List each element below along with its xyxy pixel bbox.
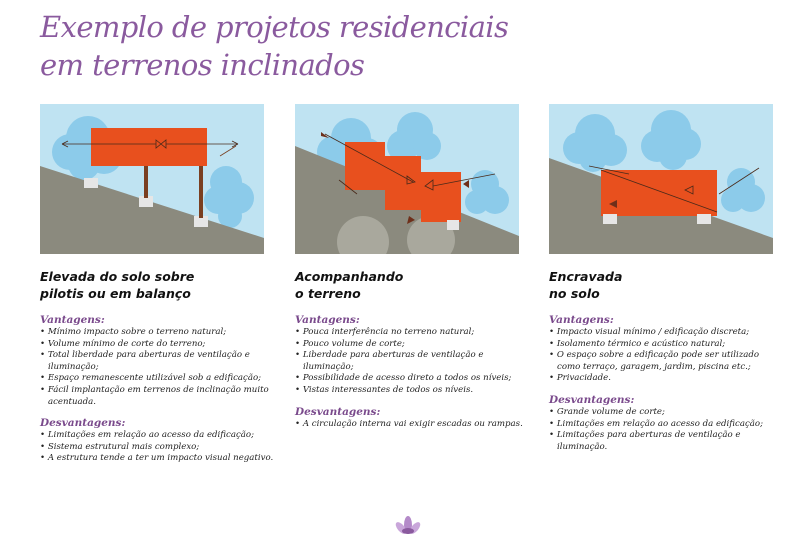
disadvantages-list (549, 407, 785, 453)
illustration-embedded (549, 104, 773, 254)
advantages-list (549, 327, 785, 385)
advantages-list (40, 327, 276, 408)
list-item: • Espaço remanescente utilizável sob a edificação; (40, 373, 276, 385)
column-embedded (549, 268, 785, 462)
column-stilts (40, 268, 276, 474)
list-item: • Fácil implantação em terrenos de inclinação muito acentuada. (40, 385, 276, 408)
disadvantages-label: Desvantagens: (295, 405, 381, 418)
list-item: • Total liberdade para aberturas de ventilação e iluminação; (40, 350, 276, 373)
list-item: • Impacto visual mínimo / edificação discreta; (549, 327, 785, 339)
disadvantages-list (295, 419, 531, 431)
disadvantages-label: Desvantagens: (40, 417, 126, 430)
advantages-label: Vantagens: (549, 314, 614, 326)
column-following-terrain (295, 268, 531, 439)
list-item: • Limitações em relação ao acesso da edificação; (40, 430, 276, 442)
list-item: • Mínimo impacto sobre o terreno natural; (40, 327, 276, 339)
list-item: • Sistema estrutural mais complexo; (40, 442, 276, 454)
disadvantages-label: Desvantagens: (549, 393, 635, 406)
disadvantages-list (40, 430, 276, 465)
advantages-label: Vantagens: (295, 314, 360, 326)
illustration-following-terrain (295, 104, 519, 254)
list-item: • Volume mínimo de corte do terreno; (40, 339, 276, 351)
page-title (40, 8, 508, 84)
list-item: • Pouca interferência no terreno natural; (295, 327, 531, 339)
advantages-label: Vantagens: (40, 314, 105, 326)
list-item: • Liberdade para aberturas de ventilação e iluminação; (295, 350, 531, 373)
title-line-1: Exemplo de projetos residenciais (40, 10, 509, 44)
list-item: • Grande volume de corte; (549, 407, 785, 419)
list-item: • A circulação interna vai exigir escadas ou rampas. (295, 419, 531, 431)
list-item: • O espaço sobre a edificação pode ser utilizado como terraço, garagem, jardim, piscina etc.; (549, 350, 785, 373)
title-line-2: em terrenos inclinados (40, 48, 365, 82)
list-item: • Pouco volume de corte; (295, 339, 531, 351)
list-item: • A estrutura tende a ter um impacto visual negativo. (40, 453, 276, 465)
list-item: • Limitações para aberturas de ventilação e iluminação. (549, 430, 785, 453)
advantages-list (295, 327, 531, 397)
column-heading: Encravada no solo (549, 269, 623, 301)
illustration-stilts (40, 104, 264, 254)
list-item: • Limitações em relação ao acesso da edificação; (549, 419, 785, 431)
column-heading: Acompanhando o terreno (295, 269, 404, 301)
list-item: • Isolamento térmico e acústico natural; (549, 339, 785, 351)
list-item: • Possibilidade de acesso direto a todos os níveis; (295, 373, 531, 385)
list-item: • Privacidade. (549, 373, 785, 385)
list-item: • Vistas interessantes de todos os níveis. (295, 385, 531, 397)
column-heading: Elevada do solo sobre pilotis ou em balanço (40, 269, 195, 301)
lotus-flower-icon (395, 513, 421, 539)
